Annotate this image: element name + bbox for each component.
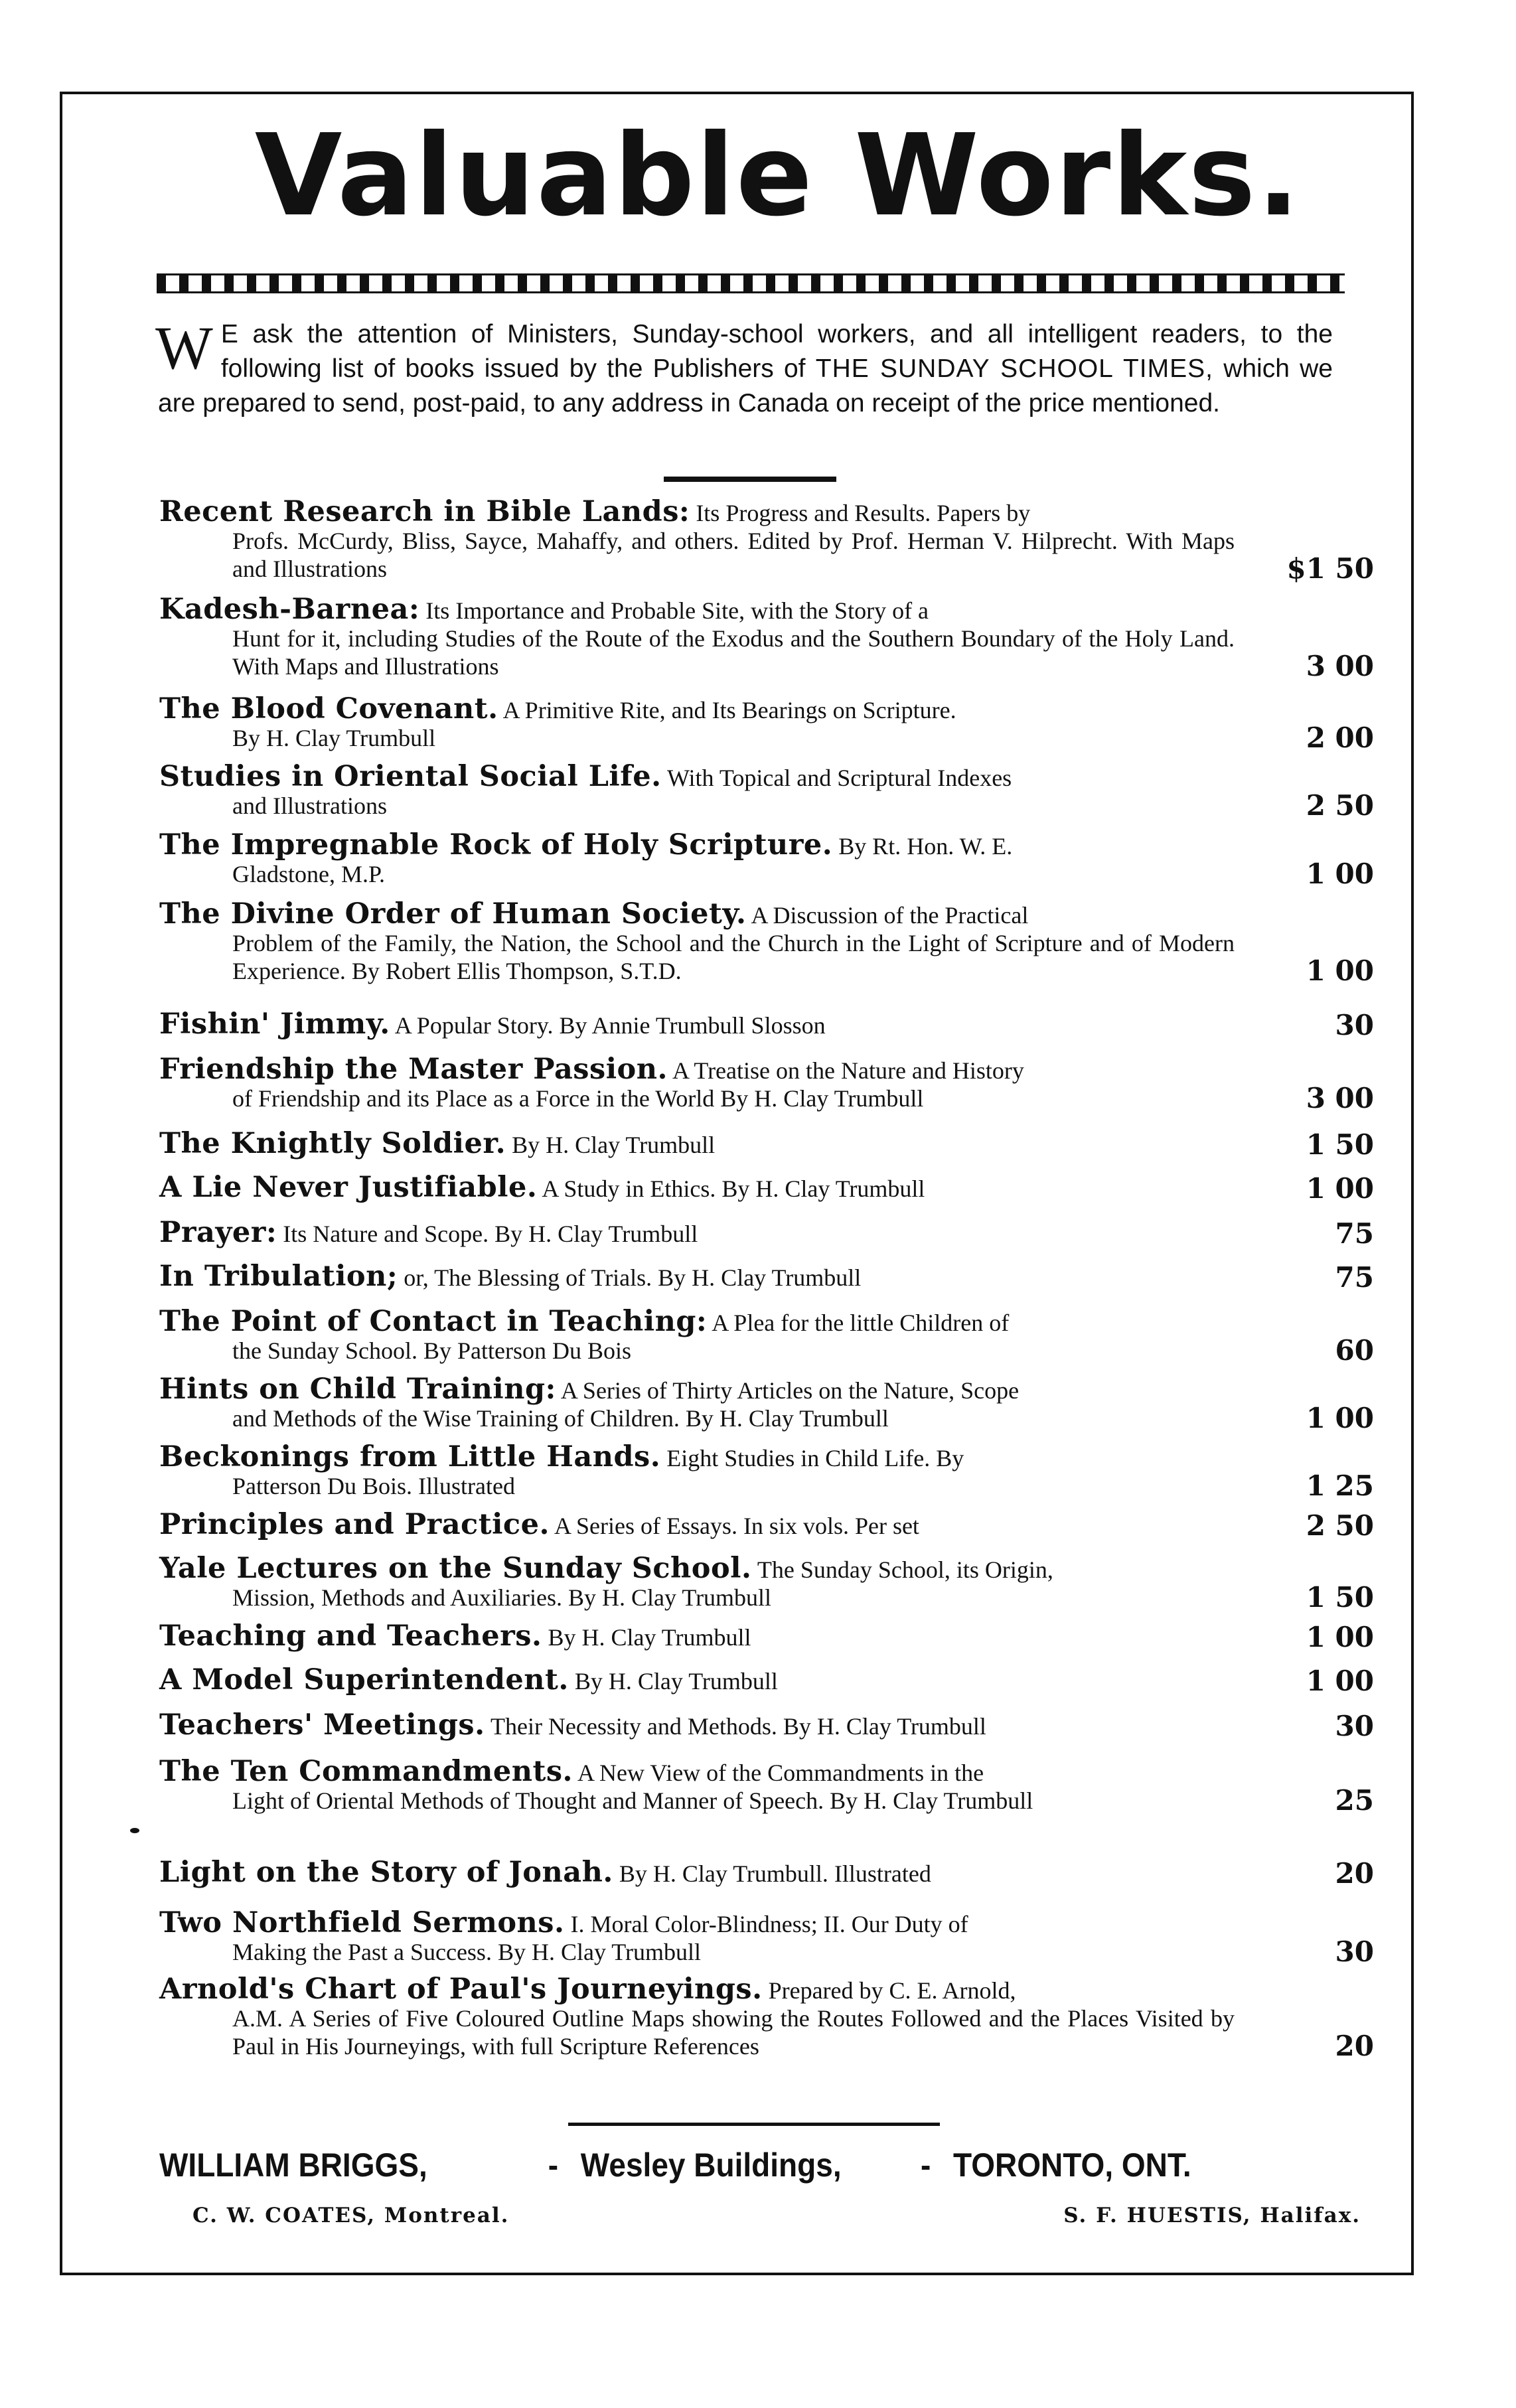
book-desc: A Study in Ethics. By H. Clay Trumbull: [542, 1175, 925, 1202]
separator: -: [920, 2146, 931, 2184]
book-desc-continued: of Friendship and its Place as a Force in the World By H. Clay Trumbull: [232, 1085, 924, 1112]
book-entry: [159, 897, 1374, 987]
book-title: The Impregnable Rock of Holy Scripture.: [159, 828, 833, 862]
book-price: 1 00: [1306, 858, 1374, 890]
book-price: 1 00: [1306, 954, 1374, 987]
book-price: 20: [1335, 1857, 1374, 1890]
book-description: [159, 1663, 1235, 1696]
book-desc: A New View of the Commandments in the: [577, 1760, 984, 1786]
book-description: [159, 1858, 1235, 1888]
separator: -: [548, 2146, 559, 2184]
page-title: Valuable Works.: [254, 110, 1302, 242]
book-desc: Its Importance and Probable Site, with the Story of a: [425, 597, 929, 624]
book-entry: [159, 1554, 1374, 1612]
book-title: The Knightly Soldier.: [159, 1127, 506, 1160]
book-price: 20: [1335, 2030, 1374, 2062]
book-desc-continued: Light of Oriental Methods of Thought and Manner of Speech. By H. Clay Trumbull: [232, 1787, 1033, 1814]
book-price: 1 50: [1306, 1128, 1374, 1161]
book-description: [159, 1554, 1235, 1612]
book-desc-continued: Hunt for it, including Studies of the Route of the Exodus and the Southern Boundary of the Holy Land. With Maps and Illustrations: [232, 625, 1235, 680]
book-description: [159, 1173, 1235, 1203]
agent-halifax: S. F. HUESTIS, Halifax.: [1063, 2204, 1361, 2227]
book-description: [159, 1216, 1235, 1249]
book-title: A Model Superintendent.: [159, 1663, 569, 1696]
book-desc: A Series of Thirty Articles on the Nature, Scope: [560, 1377, 1020, 1404]
book-entry: [159, 1055, 1374, 1112]
book-price: 30: [1335, 1935, 1374, 1968]
book-title: The Divine Order of Human Society.: [159, 897, 747, 931]
book-price: 1 00: [1306, 1621, 1374, 1653]
book-desc-continued: the Sunday School. By Patterson Du Bois: [232, 1337, 631, 1364]
book-desc-continued: Gladstone, M.P.: [232, 861, 386, 887]
book-entry: [159, 692, 1374, 754]
book-title: The Blood Covenant.: [159, 692, 498, 725]
book-desc: A Plea for the little Children of: [712, 1310, 1010, 1336]
publisher-city: TORONTO, ONT.: [953, 2146, 1191, 2184]
book-desc: Its Nature and Scope. By H. Clay Trumbull: [283, 1221, 698, 1247]
book-desc-continued: Mission, Methods and Auxiliaries. By H. Clay Trumbull: [232, 1584, 772, 1611]
book-description: [159, 1127, 1235, 1160]
book-price: 1 00: [1306, 1172, 1374, 1205]
book-title: Friendship the Master Passion.: [159, 1053, 668, 1086]
book-price: 1 00: [1306, 1665, 1374, 1697]
book-title: Yale Lectures on the Sunday School.: [159, 1552, 752, 1585]
book-price: 3 00: [1306, 1082, 1374, 1114]
book-title: A Lie Never Justifiable.: [159, 1171, 538, 1204]
book-price: 2 00: [1306, 721, 1374, 754]
book-title: Hints on Child Training:: [159, 1373, 556, 1406]
book-entry: [159, 1858, 1374, 1888]
publisher-name: WILLIAM BRIGGS,: [159, 2146, 427, 2184]
book-price: 2 50: [1306, 1509, 1374, 1542]
book-desc: Eight Studies in Child Life. By: [666, 1445, 964, 1471]
book-desc: A Primitive Rite, and Its Bearings on Scripture.: [502, 697, 956, 723]
book-entry: [159, 1755, 1374, 1817]
book-price: 1 00: [1306, 1402, 1374, 1434]
book-desc: A Popular Story. By Annie Trumbull Slosson: [394, 1012, 826, 1039]
book-description: [159, 495, 1235, 583]
book-price: 75: [1335, 1261, 1374, 1294]
book-description: [159, 1619, 1235, 1653]
book-desc-continued: By H. Clay Trumbull: [232, 725, 436, 751]
book-price: 60: [1335, 1334, 1374, 1367]
book-desc: By H. Clay Trumbull. Illustrated: [619, 1860, 931, 1887]
ink-speck: [130, 1828, 139, 1833]
book-entry: [159, 1906, 1374, 1968]
book-price: 75: [1335, 1217, 1374, 1250]
book-title: The Ten Commandments.: [159, 1755, 573, 1788]
book-desc: By H. Clay Trumbull: [574, 1668, 778, 1694]
book-entry: [159, 1010, 1374, 1039]
book-desc: With Topical and Scriptural Indexes: [666, 765, 1012, 791]
book-entry: [159, 1173, 1374, 1203]
book-desc: I. Moral Color-Blindness; II. Our Duty of: [570, 1911, 968, 1937]
divider: [664, 477, 836, 482]
book-desc-continued: and Methods of the Wise Training of Children. By H. Clay Trumbull: [232, 1405, 889, 1432]
ornamental-rule: [157, 273, 1345, 293]
book-price: 2 50: [1306, 789, 1374, 822]
book-desc-continued: Patterson Du Bois. Illustrated: [232, 1473, 515, 1499]
book-price: 1 50: [1306, 1581, 1374, 1614]
book-description: [159, 1305, 1235, 1365]
book-price: $1 50: [1286, 552, 1374, 585]
book-desc: A Discussion of the Practical: [751, 902, 1029, 929]
book-price: 30: [1335, 1710, 1374, 1742]
book-description: [159, 1055, 1235, 1112]
book-entry: [159, 1663, 1374, 1697]
book-title: Light on the Story of Jonah.: [159, 1856, 613, 1889]
book-entry: [159, 1708, 1374, 1742]
book-price: 3 00: [1306, 650, 1374, 682]
book-title: In Tribulation;: [159, 1260, 398, 1293]
book-desc: The Sunday School, its Origin,: [757, 1556, 1053, 1583]
book-desc-continued: Profs. McCurdy, Bliss, Sayce, Mahaffy, and others. Edited by Prof. Herman V. Hilprecht. With Maps and Illustrations: [232, 528, 1235, 582]
book-entry: [159, 1975, 1374, 2060]
book-description: [159, 828, 1235, 888]
book-desc-continued: Problem of the Family, the Nation, the School and the Church in the Light of Scripture and of Modern Experience. By Robert Ellis Thompson, S.T.D.: [232, 930, 1235, 984]
book-description: [159, 1010, 1235, 1039]
book-desc: Its Progress and Results. Papers by: [696, 500, 1031, 526]
book-title: Recent Research in Bible Lands:: [159, 495, 690, 528]
book-desc: By Rt. Hon. W. E.: [838, 833, 1013, 860]
book-title: Studies in Oriental Social Life.: [159, 760, 662, 793]
book-description: [159, 897, 1235, 985]
book-desc: A Series of Essays. In six vols. Per set: [554, 1513, 919, 1539]
book-title: Fishin' Jimmy.: [159, 1008, 390, 1041]
drop-cap: W: [155, 314, 213, 382]
book-entry: [159, 595, 1374, 680]
book-description: [159, 1975, 1235, 2060]
book-price: 30: [1335, 1009, 1374, 1041]
book-description: [159, 1906, 1235, 1966]
book-entry: [159, 1619, 1374, 1653]
book-entry: [159, 1375, 1374, 1432]
book-description: [159, 1262, 1235, 1292]
book-desc: A Treatise on the Nature and History: [672, 1057, 1024, 1084]
intro-text-1: E ask the attention of Ministers, Sunday-school workers, and all intelligent readers, to the following list of books issued by the Publishers of: [220, 320, 1333, 383]
book-desc-continued: A.M. A Series of Five Coloured Outline Maps showing the Routes Followed and the Places Visited by Paul in His Journeyings, with full Scripture References: [232, 2005, 1235, 2060]
agent-montreal: C. W. COATES, Montreal.: [192, 2204, 510, 2227]
intro-text-2: which we are prepared to send, post-paid, to any address in Canada on receipt of the price mentioned.: [158, 354, 1333, 417]
book-description: [159, 1508, 1235, 1541]
book-title: Teachers' Meetings.: [159, 1708, 485, 1742]
book-description: [159, 595, 1235, 680]
book-title: Principles and Practice.: [159, 1508, 550, 1541]
book-desc: or, The Blessing of Trials. By H. Clay Trumbull: [404, 1264, 862, 1291]
book-entry: [159, 1127, 1374, 1161]
book-description: [159, 692, 1235, 752]
book-desc: By H. Clay Trumbull: [548, 1624, 751, 1651]
book-title: Arnold's Chart of Paul's Journeyings.: [159, 1973, 763, 2006]
book-entry: [159, 495, 1374, 585]
book-description: [159, 1708, 1235, 1742]
book-price: 25: [1335, 1784, 1374, 1817]
publisher-address: Wesley Buildings,: [580, 2146, 842, 2184]
intro-paragraph: [155, 314, 1333, 421]
book-description: [159, 1440, 1235, 1500]
book-entry: [159, 1305, 1374, 1367]
book-description: [159, 1755, 1235, 1815]
book-entry: [159, 1216, 1374, 1250]
book-entry: [159, 1508, 1374, 1542]
book-desc: By H. Clay Trumbull: [512, 1132, 716, 1158]
book-title: Beckonings from Little Hands.: [159, 1440, 661, 1473]
divider: [568, 2123, 940, 2126]
book-entry: [159, 1262, 1374, 1292]
book-title: Kadesh-Barnea:: [159, 593, 420, 626]
book-entry: [159, 1440, 1374, 1502]
book-entry: [159, 828, 1374, 890]
book-description: [159, 1375, 1235, 1432]
book-description: [159, 760, 1235, 820]
book-desc: Prepared by C. E. Arnold,: [768, 1977, 1016, 2004]
book-title: Prayer:: [159, 1216, 277, 1249]
book-desc-continued: and Illustrations: [232, 792, 387, 819]
book-price: 1 25: [1306, 1469, 1374, 1502]
book-title: Two Northfield Sermons.: [159, 1906, 565, 1939]
book-desc: Their Necessity and Methods. By H. Clay Trumbull: [490, 1713, 986, 1740]
book-title: Teaching and Teachers.: [159, 1619, 542, 1653]
book-entry: [159, 760, 1374, 822]
publisher-line: [159, 2145, 1252, 2185]
intro-paper-name: THE SUNDAY SCHOOL TIMES,: [815, 354, 1213, 383]
book-desc-continued: Making the Past a Success. By H. Clay Trumbull: [232, 1939, 702, 1965]
book-title: The Point of Contact in Teaching:: [159, 1305, 708, 1338]
